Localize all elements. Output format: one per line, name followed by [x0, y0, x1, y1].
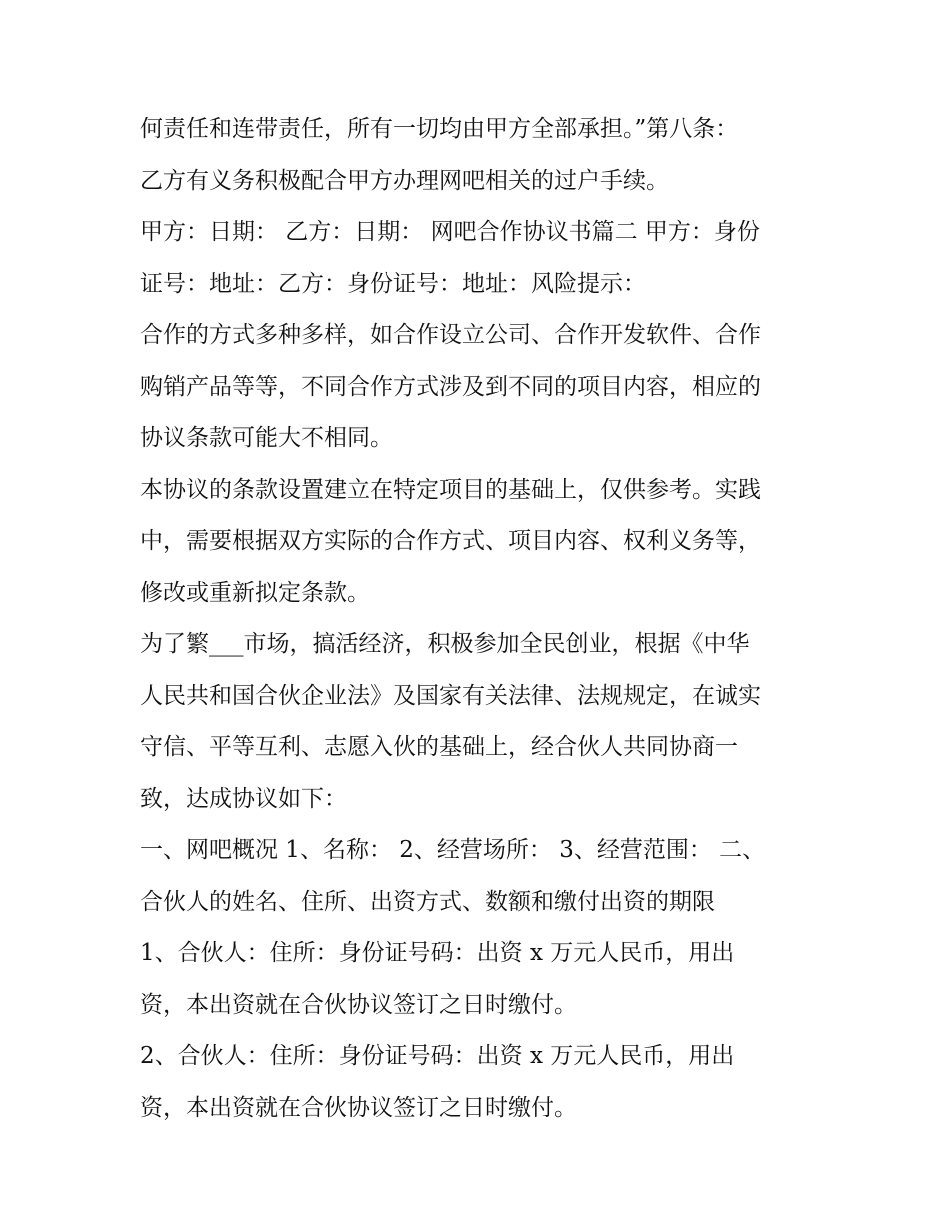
text-line: 何责任和连带责任，所有一切均由甲方全部承担。”第八条：	[140, 116, 739, 142]
text-line: 购销产品等等，不同合作方式涉及到不同的项目内容，相应的	[140, 373, 761, 400]
text-line: 一、网吧概况 1、名称： 2、经营场所： 3、经营范围： 二、	[140, 837, 766, 863]
text-line: 合伙人的姓名、住所、出资方式、数额和缴付出资的期限	[140, 888, 715, 915]
text-line: 为了繁___市场，搞活经济，积极参加全民创业，根据《中华	[140, 631, 750, 657]
text-line: 证号：地址：乙方：身份证号：地址：风险提示：	[140, 270, 646, 297]
text-line: 协议条款可能大不相同。	[140, 425, 393, 451]
text-line: 2、合伙人：住所：身份证号码：出资 x 万元人民币，用出	[140, 1043, 735, 1069]
text-line: 资，本出资就在合伙协议签订之日时缴付。	[140, 991, 577, 1018]
text-line: 资，本出资就在合伙协议签订之日时缴付。	[140, 1094, 577, 1121]
text-line: 人民共和国合伙企业法》及国家有关法律、法规规定，在诚实	[140, 682, 761, 709]
text-line: 致，达成协议如下：	[140, 785, 347, 812]
text-line: 中，需要根据双方实际的合作方式、项目内容、权利义务等，	[140, 528, 761, 554]
text-line: 1、合伙人：住所：身份证号码：出资 x 万元人民币，用出	[140, 940, 735, 966]
text-line: 乙方有义务积极配合甲方办理网吧相关的过户手续。	[140, 167, 669, 194]
text-line: 合作的方式多种多样，如合作设立公司、合作开发软件、合作	[140, 322, 761, 348]
text-line: 修改或重新拟定条款。	[140, 579, 370, 606]
text-line: 甲方：日期： 乙方：日期： 网吧合作协议书篇二 甲方：身份	[140, 219, 760, 245]
document-body	[140, 104, 820, 1134]
text-line: 本协议的条款设置建立在特定项目的基础上，仅供参考。实践	[140, 476, 761, 503]
text-line: 守信、平等互利、志愿入伙的基础上，经合伙人共同协商一	[140, 734, 738, 760]
